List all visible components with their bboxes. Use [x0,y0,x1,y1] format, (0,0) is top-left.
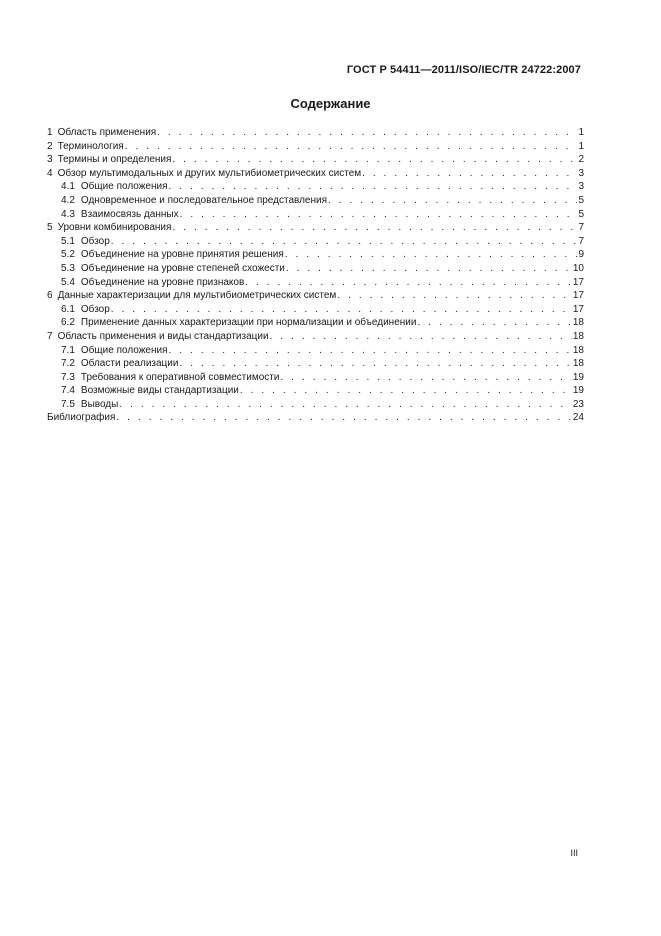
toc-entry-1[interactable] [47,126,584,140]
toc-entry-title: Обзор [80,303,110,315]
toc-entry-title: Уровни комбинирования [57,222,172,234]
toc-entry-7-1[interactable] [47,344,584,358]
toc-entry-page: 10 [572,262,584,274]
toc-entry-number: 1 [47,127,53,138]
toc-entry-number: 7.3 [61,371,75,383]
toc-leader-dots [180,208,578,222]
toc-entry-page: 18 [572,358,584,370]
toc-leader-dots [111,303,572,317]
toc-entry-title: Объединение на уровне признаков [80,276,245,288]
toc-entry-page: 17 [572,303,584,315]
table-of-contents [47,126,584,425]
toc-title: Содержание [290,96,371,111]
toc-entry-title: Общие положения [80,344,168,356]
toc-entry-6-1[interactable] [47,303,584,317]
toc-leader-dots [157,126,577,140]
toc-entry-title: Область применения и виды стандартизации [57,330,269,342]
toc-leader-dots [169,180,578,194]
toc-entry-page: 18 [572,344,584,356]
toc-entry-4-2[interactable] [47,194,584,208]
toc-entry-3[interactable] [47,153,584,167]
toc-entry-7[interactable] [47,330,584,344]
toc-leader-dots [240,384,572,398]
toc-leader-dots [417,316,571,330]
toc-entry-title: Взаимосвязь данных [80,208,179,220]
toc-entry-title: Обзор [80,235,110,247]
toc-leader-dots [270,330,572,344]
toc-entry-title: Термины и определения [57,154,172,166]
toc-entry-page: 1 [578,140,584,152]
toc-entry-title: Возможные виды стандартизации [80,385,239,397]
toc-entry-number: 5 [47,222,53,234]
toc-entry-page: 5 [578,194,584,206]
toc-entry-title: Применение данных характеризации при нормализации и объединении [80,317,417,329]
toc-entry-number: 3 [47,154,53,166]
toc-entry-page: 17 [572,290,584,302]
toc-leader-dots [328,194,577,208]
toc-entry-page: 3 [578,167,584,179]
toc-entry-number: 5.1 [61,235,75,247]
toc-entry-title: Выводы [80,398,119,410]
toc-entry-7-4[interactable] [47,384,584,398]
toc-entry-4-3[interactable] [47,208,584,222]
page-number: III [570,848,578,858]
toc-entry-number: 4.1 [61,181,75,193]
toc-entry-page: 18 [572,330,584,342]
toc-entry-number: 7.5 [61,398,75,410]
toc-leader-dots [169,344,572,358]
toc-entry-5-2[interactable] [47,248,584,262]
toc-leader-dots [337,289,572,303]
toc-entry-bibliography[interactable] [47,411,584,425]
toc-entry-number: 7.2 [61,358,75,370]
toc-leader-dots [286,262,572,276]
toc-entry-page: 7 [578,222,584,234]
toc-entry-title: Терминология [57,140,124,152]
toc-entry-title: Области реализации [80,358,179,370]
toc-entry-number: 4.3 [61,208,75,220]
toc-entry-number: 5.2 [61,249,75,261]
toc-entry-page: 3 [578,181,584,193]
toc-entry-6[interactable] [47,289,584,303]
toc-entry-title: Обзор мультимодальных и других мультибиометрических систем [57,167,362,179]
toc-leader-dots [285,248,578,262]
toc-entry-page: 5 [578,208,584,220]
toc-entry-page: 24 [572,412,584,424]
toc-entry-page: 19 [572,371,584,383]
toc-leader-dots [245,276,572,290]
toc-entry-title: Одновременное и последовательное представления [80,194,328,206]
toc-entry-2[interactable] [47,140,584,154]
toc-entry-number: 7.4 [61,385,75,397]
toc-leader-dots [179,357,571,371]
toc-entry-5-3[interactable] [47,262,584,276]
toc-leader-dots [172,153,577,167]
toc-entry-6-2[interactable] [47,316,584,330]
toc-leader-dots [280,371,571,385]
toc-entry-title: Общие положения [80,181,168,193]
toc-entry-title: Требования к оперативной совместимости [80,371,280,383]
toc-entry-page: 1 [578,127,584,138]
toc-entry-number: 4 [47,167,53,179]
toc-entry-5-4[interactable] [47,276,584,290]
toc-entry-5[interactable] [47,221,584,235]
toc-leader-dots [362,167,577,181]
toc-entry-title: Область применения [57,127,157,138]
toc-entry-page: 18 [572,317,584,329]
toc-entry-number: 5.4 [61,276,75,288]
toc-entry-page: 9 [578,249,584,261]
document-code: ГОСТ Р 54411—2011/ISO/IEC/TR 24722:2007 [346,64,581,76]
toc-entry-title: Библиография [47,412,116,424]
toc-entry-number: 5.3 [61,262,75,274]
toc-leader-dots [119,398,572,412]
toc-entry-number: 7.1 [61,344,75,356]
toc-entry-page: 7 [578,235,584,247]
toc-leader-dots [172,221,577,235]
toc-entry-number: 7 [47,330,53,342]
toc-entry-number: 6 [47,290,53,302]
toc-entry-title: Данные характеризации для мультибиометрических систем [57,290,337,302]
toc-entry-page: 17 [572,276,584,288]
toc-entry-number: 2 [47,140,53,152]
toc-entry-7-5[interactable] [47,398,584,412]
toc-leader-dots [116,411,571,425]
toc-entry-page: 23 [572,398,584,410]
toc-entry-7-3[interactable] [47,371,584,385]
toc-entry-number: 6.2 [61,317,75,329]
toc-leader-dots [125,140,578,154]
toc-leader-dots [111,235,578,249]
toc-entry-number: 4.2 [61,194,75,206]
toc-entry-5-1[interactable] [47,235,584,249]
toc-entry-7-2[interactable] [47,357,584,371]
toc-entry-title: Объединение на уровне степеней схожести [80,262,285,274]
toc-entry-page: 2 [578,154,584,166]
toc-entry-title: Объединение на уровне принятия решения [80,249,284,261]
toc-entry-number: 6.1 [61,303,75,315]
toc-entry-4[interactable] [47,167,584,181]
toc-entry-4-1[interactable] [47,180,584,194]
toc-entry-page: 19 [572,385,584,397]
